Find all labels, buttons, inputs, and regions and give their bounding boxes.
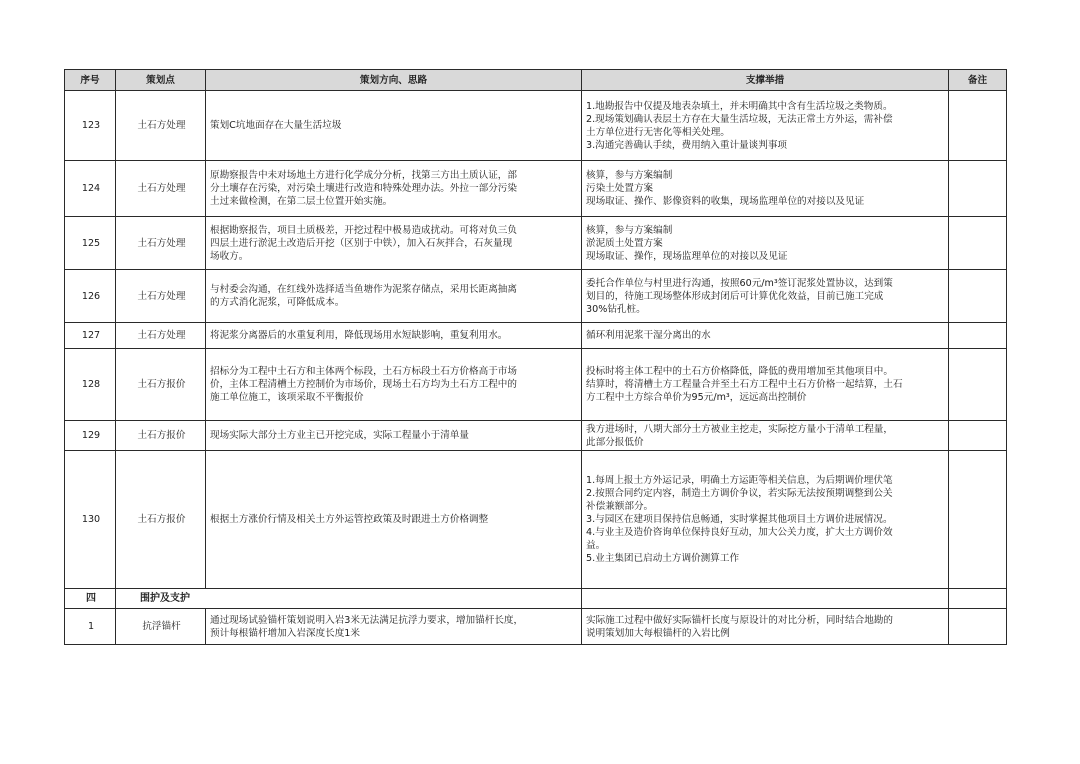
- header-remark: 备注: [949, 70, 1007, 91]
- cell-text-line: 与村委会沟通，在红线外选择适当鱼塘作为泥浆存储点，采用长距离抽离: [210, 284, 517, 295]
- cell-text-line: 的方式消化泥浆，可降低成本。: [210, 297, 345, 308]
- cell-text-line: 核算，参与方案编制: [586, 224, 673, 236]
- cell-text-line: 我方进场时，八期大部分土方被业主挖走，实际挖方量小于清单工程量，: [586, 423, 893, 435]
- header-measures: 支撑举措: [582, 70, 949, 91]
- row-remark: [949, 349, 1007, 421]
- cell-text-line: 原勘察报告中未对场地土方进行化学成分分析，找第三方出土质认证，部: [210, 170, 517, 181]
- table-row: [65, 349, 1007, 421]
- cell-text-line: 将泥浆分离器后的水重复利用，降低现场用水短缺影响，重复利用水。: [210, 330, 508, 341]
- cell-text-line: 委托合作单位与村里进行沟通，按照60元/m³签订泥浆处置协议，达到策: [586, 277, 893, 289]
- cell-text-line: 根据土方涨价行情及相关土方外运管控政策及时跟进土方价格调整: [210, 514, 489, 525]
- cell-text-line: 现场取证、操作、影像资料的收集，现场监理单位的对接以及见证: [586, 196, 865, 207]
- cell-text-line: 四层土进行淤泥土改造后开挖（区别于中铁），加入石灰拌合，石灰量现: [210, 237, 513, 249]
- header-direction: 策划方向、思路: [206, 70, 582, 91]
- section-remark: [949, 589, 1007, 609]
- table-row: [65, 421, 1007, 451]
- cell-text-line: 补偿兼额部分。: [586, 501, 654, 512]
- row-no: 126: [65, 270, 116, 323]
- row-point: 土石方报价: [116, 349, 206, 421]
- spreadsheet-page: [64, 69, 1006, 645]
- cell-text-line: 预计每根锚杆增加入岩深度长度1米: [210, 627, 361, 639]
- row-measures: [582, 609, 949, 645]
- cell-text-line: 招标分为工程中土石方和主体两个标段，土石方标段土石方价格高于市场: [210, 366, 517, 377]
- row-point: 土石方处理: [116, 270, 206, 323]
- table-row: [65, 217, 1007, 270]
- row-measures: [582, 270, 949, 323]
- row-point: 土石方处理: [116, 217, 206, 270]
- cell-text-line: 循环利用泥浆干湿分离出的水: [586, 330, 711, 341]
- cell-text-line: 1.每周上报土方外运记录，明确土方运距等相关信息，为后期调价埋伏笔: [586, 475, 893, 486]
- cell-text-line: 益。: [586, 540, 606, 551]
- row-direction: [206, 270, 582, 323]
- cell-text-line: 土方单位进行无害化等相关处理。: [586, 126, 730, 138]
- cell-text-line: 淤泥质土处置方案: [586, 237, 663, 249]
- cell-text-line: 投标时将主体工程中的土石方价格降低，降低的费用增加至其他项目中。: [586, 366, 893, 377]
- row-no: 127: [65, 323, 116, 349]
- cell-text-line: 分土壤存在污染，对污染土壤进行改造和特殊处理办法。外拉一部分污染: [210, 183, 517, 194]
- row-point: 土石方处理: [116, 91, 206, 161]
- row-measures: [582, 421, 949, 451]
- section-title: 围护及支护: [116, 589, 582, 609]
- cell-text-line: 30%钻孔桩。: [586, 303, 646, 315]
- row-point: 土石方报价: [116, 421, 206, 451]
- cell-text-line: 策划C坑地面存在大量生活垃圾: [210, 120, 342, 131]
- cell-text-line: 3.与园区在建项目保持信息畅通，实时掌握其他项目土方调价进展情况。: [586, 514, 893, 525]
- cell-text-line: 根据勘察报告，项目土质极差，开挖过程中极易造成扰动。可将对负三负: [210, 224, 517, 236]
- table-row: [65, 609, 1007, 645]
- cell-text-line: 通过现场试验锚杆策划说明入岩3米无法满足抗浮力要求，增加锚杆长度，: [210, 614, 524, 626]
- cell-text-line: 场收方。: [210, 250, 249, 262]
- cell-text-line: 污染土处置方案: [586, 183, 654, 194]
- cell-text-line: 3.沟通完善确认手续，费用纳入重计量谈判事项: [586, 139, 788, 151]
- row-measures: [582, 161, 949, 217]
- cell-text-line: 2.现场策划确认表层土方存在大量生活垃圾，无法正常土方外运，需补偿: [586, 113, 893, 125]
- row-no: 128: [65, 349, 116, 421]
- table-row: [65, 270, 1007, 323]
- row-remark: [949, 323, 1007, 349]
- cell-text-line: 1.地勘报告中仅提及地表杂填土，并未明确其中含有生活垃圾之类物质。: [586, 100, 893, 112]
- row-point: 抗浮锚杆: [116, 609, 206, 645]
- cell-text-line: 方工程中土方综合单价为95元/m³，远远高出控制价: [586, 392, 807, 403]
- row-direction: [206, 451, 582, 589]
- row-no: 123: [65, 91, 116, 161]
- cell-text-line: 施工单位施工，该项采取不平衡报价: [210, 392, 364, 403]
- row-measures: [582, 451, 949, 589]
- cell-text-line: 4.与业主及造价咨询单位保持良好互动，加大公关力度，扩大土方调价效: [586, 527, 893, 538]
- row-remark: [949, 270, 1007, 323]
- table-row: [65, 323, 1007, 349]
- table-row: [65, 451, 1007, 589]
- cell-text-line: 现场取证、操作，现场监理单位的对接以及见证: [586, 250, 788, 262]
- row-remark: [949, 451, 1007, 589]
- row-measures: [582, 349, 949, 421]
- row-measures: [582, 91, 949, 161]
- cell-text-line: 核算，参与方案编制: [586, 170, 673, 181]
- row-direction: [206, 421, 582, 451]
- row-direction: [206, 349, 582, 421]
- row-measures: [582, 217, 949, 270]
- section-empty-cell: [582, 589, 949, 609]
- section-row: [65, 589, 1007, 609]
- row-remark: [949, 609, 1007, 645]
- row-remark: [949, 91, 1007, 161]
- row-point: 土石方处理: [116, 323, 206, 349]
- row-point: 土石方处理: [116, 161, 206, 217]
- table-row: [65, 161, 1007, 217]
- planning-table: [64, 69, 1007, 645]
- row-direction: [206, 609, 582, 645]
- cell-text-line: 2.按照合同约定内容，制造土方调价争议，若实际无法按预期调整到公关: [586, 488, 893, 499]
- section-number: 四: [65, 589, 116, 609]
- row-direction: [206, 217, 582, 270]
- cell-text-line: 土过来做检测，在第二层土位置开始实施。: [210, 196, 393, 207]
- cell-text-line: 5.业主集团已启动土方调价测算工作: [586, 553, 740, 564]
- row-measures: [582, 323, 949, 349]
- cell-text-line: 说明策划加大每根锚杆的入岩比例: [586, 627, 730, 639]
- row-no: 125: [65, 217, 116, 270]
- cell-text-line: 此部分报低价: [586, 436, 644, 448]
- row-no: 1: [65, 609, 116, 645]
- row-remark: [949, 421, 1007, 451]
- row-no: 124: [65, 161, 116, 217]
- cell-text-line: 价，主体工程清槽土方控制价为市场价，现场土石方均为土石方工程中的: [210, 379, 517, 390]
- row-no: 129: [65, 421, 116, 451]
- table-row: [65, 91, 1007, 161]
- row-remark: [949, 161, 1007, 217]
- row-direction: [206, 91, 582, 161]
- header-planning-point: 策划点: [116, 70, 206, 91]
- header-no: 序号: [65, 70, 116, 91]
- header-row: [65, 70, 1007, 91]
- cell-text-line: 实际施工过程中做好实际锚杆长度与原设计的对比分析，同时结合地勘的: [586, 614, 893, 626]
- row-direction: [206, 323, 582, 349]
- row-point: 土石方报价: [116, 451, 206, 589]
- cell-text-line: 划目的，待施工现场整体形成封闭后可计算优化效益，目前已施工完成: [586, 290, 884, 302]
- row-direction: [206, 161, 582, 217]
- row-no: 130: [65, 451, 116, 589]
- cell-text-line: 现场实际大部分土方业主已开挖完成，实际工程量小于清单量: [210, 430, 470, 441]
- row-remark: [949, 217, 1007, 270]
- cell-text-line: 结算时，将清槽土方工程量合并至土石方工程中土石方价格一起结算，土石: [586, 379, 903, 390]
